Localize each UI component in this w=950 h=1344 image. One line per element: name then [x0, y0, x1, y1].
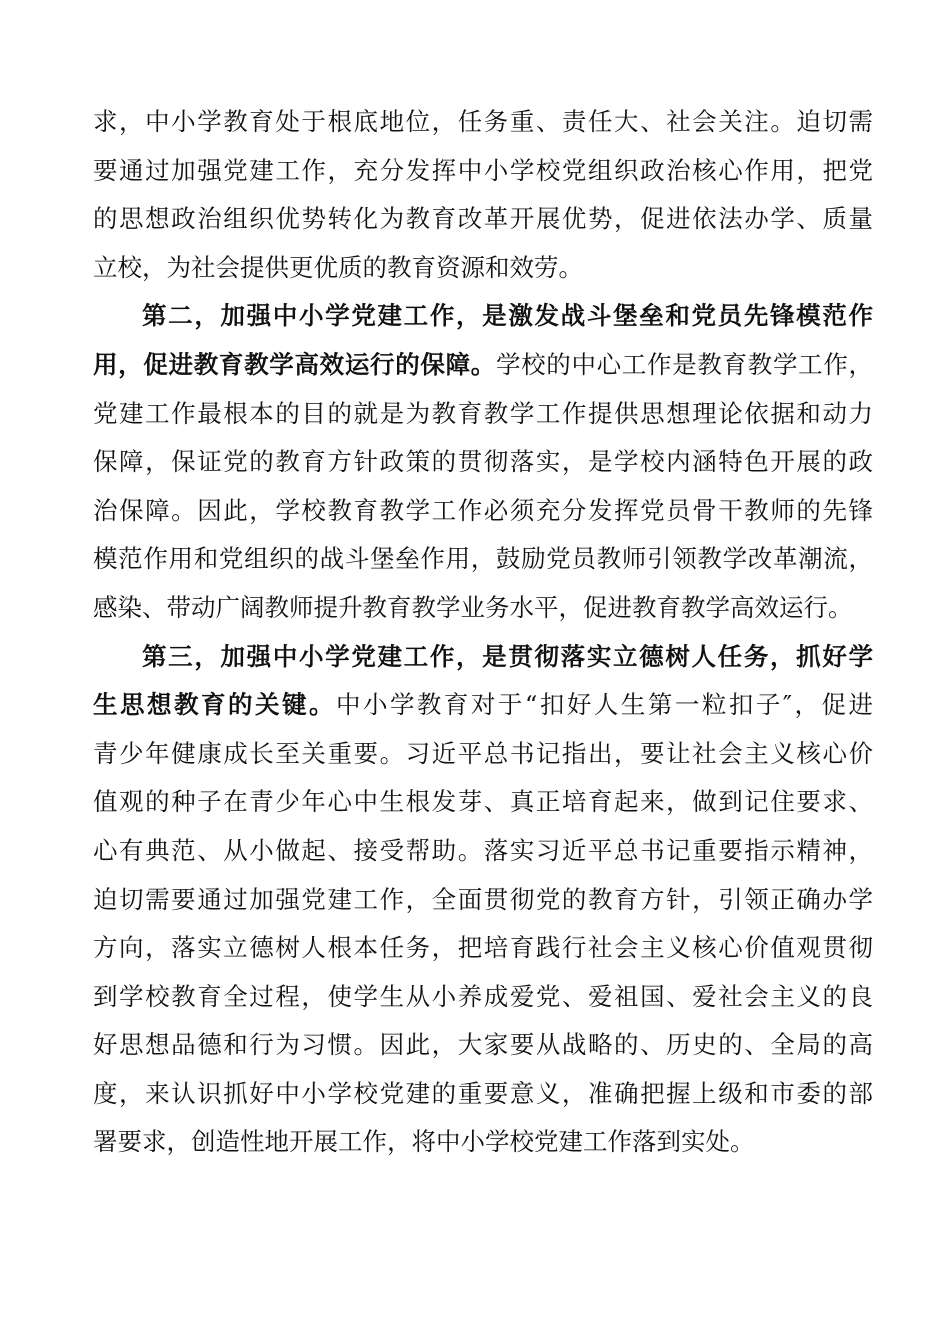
line-text: 青少年健康成长至关重要。习近平总书记指出，要让社会主义核心价	[93, 738, 873, 768]
line-text: 迫切需要通过加强党建工作，全面贯彻党的教育方针，引领正确办学	[93, 884, 873, 914]
bold-heading-text: 生思想教育的关键。	[93, 690, 336, 720]
text-line	[93, 1070, 873, 1119]
text-line	[93, 147, 873, 196]
line-text: 方向，落实立德树人根本任务，把培育践行社会主义核心价值观贯彻	[93, 933, 873, 963]
line-text: 感染、带动广阔教师提升教育教学业务水平，促进教育教学高效运行。	[93, 592, 853, 622]
text-line	[93, 244, 873, 293]
line-text: 立校，为社会提供更优质的教育资源和效劳。	[93, 252, 583, 282]
paragraph-2	[93, 292, 873, 632]
line-text: 模范作用和党组织的战斗堡垒作用，鼓励党员教师引领教学改革潮流，	[93, 544, 873, 574]
text-line	[93, 778, 873, 827]
line-text: 要通过加强党建工作，充分发挥中小学校党组织政治核心作用，把党	[93, 155, 873, 185]
line-text: 学校的中心工作是教育教学工作，	[495, 349, 874, 379]
line-text: 党建工作最根本的目的就是为教育教学工作提供思想理论依据和动力	[93, 398, 873, 428]
paragraph-3	[93, 633, 873, 1168]
line-text: 心有典范、从小做起、接受帮助。落实习近平总书记重要指示精神，	[93, 835, 873, 865]
text-line	[93, 973, 873, 1022]
text-line	[93, 924, 873, 973]
line-text: 度，来认识抓好中小学校党建的重要意义，准确把握上级和市委的部	[93, 1078, 873, 1108]
bold-heading-text: 第二，加强中小学党建工作，是激发战斗堡垒和党员先锋模范作	[142, 301, 873, 331]
line-text: 好思想品德和行为习惯。因此，大家要从战略的、历史的、全局的高	[93, 1030, 873, 1060]
text-line	[93, 1021, 873, 1070]
text-line	[93, 98, 873, 147]
text-line	[93, 292, 873, 341]
bold-heading-text: 用，促进教育教学高效运行的保障。	[93, 349, 496, 379]
text-line	[93, 876, 873, 925]
line-text: 求，中小学教育处于根底地位，任务重、责任大、社会关注。迫切需	[93, 107, 873, 136]
document-page	[93, 98, 873, 1167]
line-text: 到学校教育全过程，使学生从小养成爱党、爱祖国、爱社会主义的良	[93, 981, 873, 1011]
line-text: 署要求，创造性地开展工作，将中小学校党建工作落到实处。	[93, 1127, 755, 1157]
text-line	[93, 681, 873, 730]
text-line	[93, 633, 873, 682]
text-line	[93, 195, 873, 244]
line-text: 中小学教育对于“扣好人生第一粒扣子″，促进	[335, 690, 873, 720]
text-line	[93, 584, 873, 633]
line-text: 保障，保证党的教育方针政策的贯彻落实，是学校内涵特色开展的政	[93, 447, 873, 477]
text-line	[93, 487, 873, 536]
text-line	[93, 438, 873, 487]
text-line	[93, 535, 873, 584]
text-line	[93, 730, 873, 779]
text-line	[93, 390, 873, 439]
paragraph-1	[93, 98, 873, 292]
bold-heading-text: 第三，加强中小学党建工作，是贯彻落实立德树人任务，抓好学	[142, 641, 873, 671]
text-line	[93, 827, 873, 876]
text-line	[93, 1118, 873, 1167]
line-text: 的思想政治组织优势转化为教育改革开展优势，促进依法办学、质量	[93, 204, 873, 234]
line-text: 治保障。因此，学校教育教学工作必须充分发挥党员骨干教师的先锋	[93, 495, 873, 525]
text-line	[93, 341, 873, 390]
line-text: 值观的种子在青少年心中生根发芽、真正培育起来，做到记住要求、	[93, 787, 873, 817]
